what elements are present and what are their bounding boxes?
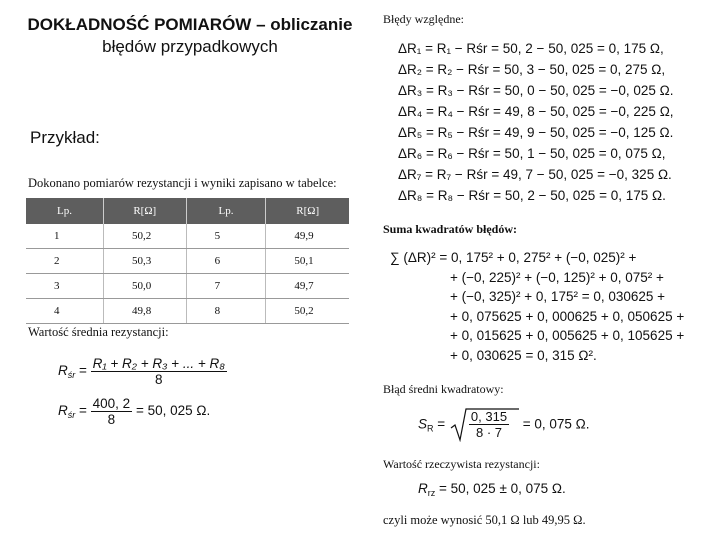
rms-denominator: 8 · 7	[475, 425, 502, 440]
true-value-lhs: R	[418, 481, 428, 496]
mean-value-fraction	[91, 396, 133, 427]
column-header-r: R[Ω]	[266, 198, 349, 224]
table-cell: 49,8	[131, 305, 152, 317]
table-cell: 4	[54, 305, 60, 317]
relative-error-row: ΔR₁ = R₁ − Rśr = 50, 2 − 50, 025 = 0, 175 Ω,	[398, 41, 664, 56]
relative-error-row: ΔR₄ = R₄ − Rśr = 49, 8 − 50, 025 = −0, 225 Ω,	[398, 104, 674, 119]
mean-lhs-sub: śr	[67, 370, 76, 381]
measurement-lead: Dokonano pomiarów rezystancji i wyniki zapisano w tabelce:	[28, 176, 337, 190]
true-value-label: Wartość rzeczywista rezystancji:	[383, 457, 540, 471]
mean-fraction	[91, 356, 227, 387]
relative-error-row: ΔR₅ = R₅ − Rśr = 49, 9 − 50, 025 = −0, 125 Ω.	[398, 125, 674, 140]
sum-squares-row: + (−0, 225)² + (−0, 125)² + 0, 075² +	[450, 269, 664, 285]
mean-formula: $R_{śr}$ = $\frac{\text{R₁ + R₂ + R₃ + ... + R₈}}{8}$	[58, 356, 225, 387]
table-row	[26, 249, 349, 274]
page-subtitle: błędów przypadkowych	[102, 37, 278, 56]
mean-value-numerator: 400, 2	[92, 396, 131, 411]
relative-error-row: ΔR₃ = R₃ − Rśr = 50, 0 − 50, 025 = −0, 025 Ω.	[398, 83, 674, 98]
table-cell: 50,1	[294, 255, 314, 267]
table-cell: 50,0	[131, 280, 152, 292]
relative-error-row: ΔR₂ = R₂ − Rśr = 50, 3 − 50, 025 = 0, 275 Ω,	[398, 62, 666, 77]
table-cell: 50,2	[294, 305, 314, 317]
sum-squares-row: + 0, 015625 + 0, 005625 + 0, 105625 +	[450, 328, 685, 344]
table-cell: 1	[54, 230, 60, 242]
sum-squares-row: + 0, 030625 = 0, 315 Ω².	[450, 347, 597, 363]
sum-squares-row: + (−0, 325)² + 0, 175² = 0, 030625 +	[450, 289, 666, 305]
page-title: DOKŁADNOŚĆ POMIARÓW – obliczanie	[27, 15, 353, 34]
example-label: Przykład:	[30, 128, 100, 147]
table-cell: 50,2	[131, 230, 152, 242]
relative-error-row: ΔR₇ = R₇ − Rśr = 49, 7 − 50, 025 = −0, 325 Ω.	[398, 167, 672, 182]
mean-value-denominator: 8	[107, 412, 116, 427]
column-header-r: R[Ω]	[103, 198, 186, 224]
relative-error-row: ΔR₈ = R₈ − Rśr = 50, 2 − 50, 025 = 0, 175 Ω.	[398, 188, 666, 203]
relative-errors-list	[398, 38, 674, 206]
conclusion-text: czyli może wynosić 50,1 Ω lub 49,95 Ω.	[383, 513, 586, 527]
mean-lhs: R	[58, 363, 68, 379]
table-cell: 50,3	[131, 255, 152, 267]
table-cell: 5	[214, 230, 221, 242]
mean-numerator: R₁ + R₂ + R₃ + ... + R₈	[92, 356, 225, 371]
mean-denominator: 8	[155, 372, 163, 387]
table-cell: 7	[214, 280, 221, 292]
rms-lhs-sub: R	[427, 423, 434, 434]
true-value-formula	[418, 481, 566, 498]
relative-error-row: ΔR₆ = R₆ − Rśr = 50, 1 − 50, 025 = 0, 075 Ω,	[398, 146, 666, 161]
table-cell: 49,7	[294, 280, 314, 292]
table-row	[26, 224, 349, 249]
rms-error-formula: $S_R$ = $\frac{0, 315}{8 \cdot 7}$ = 0, 075 Ω.	[418, 409, 590, 440]
table-row	[26, 274, 349, 299]
rms-numerator: 0, 315	[470, 409, 508, 424]
table-cell: 3	[54, 280, 60, 292]
table-cell: 8	[214, 305, 221, 317]
rms-lhs: S	[418, 416, 428, 432]
table-cell: 2	[54, 255, 60, 267]
sum-squares-label: Suma kwadratów błędów:	[383, 222, 518, 236]
column-header-lp: Lp.	[26, 198, 103, 224]
sum-squares-row: ∑ (ΔR)² = 0, 175² + 0, 275² + (−0, 025)² +	[390, 250, 637, 265]
true-value-rhs: = 50, 025 ± 0, 075 Ω.	[439, 481, 566, 496]
measurement-table	[26, 198, 349, 324]
table-cell: 6	[214, 255, 221, 267]
column-header-lp: Lp.	[186, 198, 266, 224]
rms-result: = 0, 075 Ω.	[522, 416, 590, 432]
square-root	[449, 408, 519, 442]
table-cell: 49,9	[294, 230, 314, 242]
sum-squares-row: + 0, 075625 + 0, 000625 + 0, 050625 +	[450, 308, 685, 324]
rms-fraction	[469, 409, 509, 440]
table-header-row	[26, 198, 349, 224]
mean-label: Wartość średnia rezystancji:	[28, 325, 169, 339]
mean-result: = 50, 025 Ω.	[135, 403, 211, 419]
table-row	[26, 299, 349, 324]
relative-errors-label: Błędy względne:	[383, 12, 464, 26]
true-value-lhs-sub: rz	[427, 488, 436, 498]
mean-result-formula: $R_{śr}$ = $\frac{400, 2}{8}$ = 50, 025 Ω.	[58, 396, 211, 427]
rms-error-label: Błąd średni kwadratowy:	[383, 382, 504, 396]
mean-lhs-sub: śr	[67, 410, 76, 421]
sum-squares-formula	[390, 248, 684, 366]
mean-lhs: R	[58, 403, 68, 419]
